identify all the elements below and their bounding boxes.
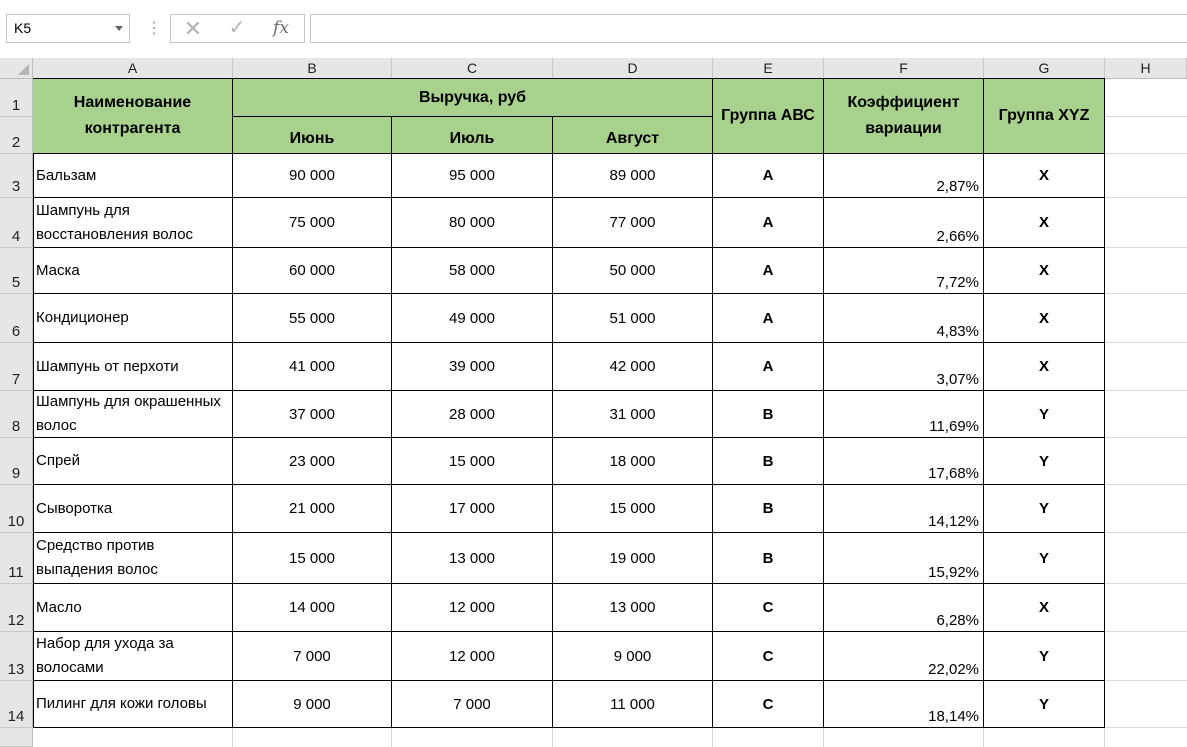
cell-variation-text: 22,02% <box>928 661 979 678</box>
cell-name[interactable] <box>33 198 233 248</box>
close-icon[interactable]: ✕ <box>183 16 203 41</box>
cell-july[interactable] <box>392 485 553 533</box>
cell-abc-group-text: C <box>762 647 774 665</box>
cell-name[interactable] <box>33 632 233 681</box>
cell-variation-text: 6,28% <box>936 612 979 629</box>
cell-xyz-group[interactable] <box>984 391 1105 438</box>
row-header-9[interactable] <box>0 438 33 485</box>
row-header-8-text: 8 <box>11 418 21 435</box>
cell-xyz-group[interactable] <box>984 485 1105 533</box>
cell-june-text: 23 000 <box>289 452 335 470</box>
column-header-e-text: E <box>763 60 773 76</box>
cell-august[interactable] <box>553 438 713 485</box>
cell-august[interactable] <box>553 294 713 343</box>
cell-july-text: 17 000 <box>449 500 495 517</box>
row-header-10[interactable] <box>0 485 33 533</box>
cell-august[interactable] <box>553 485 713 533</box>
cell-july-text: 13 000 <box>449 549 495 567</box>
cell-july-text: 28 000 <box>449 405 495 423</box>
cell-abc-group-text: B <box>762 452 774 470</box>
header-abc-cell-text: Группа АВС <box>721 107 815 124</box>
cell-name-text: Маска <box>36 261 80 279</box>
column-header-g-text: G <box>1038 60 1050 76</box>
cell-xyz-group-text: Y <box>1038 500 1049 517</box>
cell-xyz-group-text: X <box>1038 599 1049 616</box>
worksheet-grid[interactable] <box>0 58 1187 747</box>
cell-xyz-group[interactable] <box>984 438 1105 485</box>
cell-august[interactable] <box>553 584 713 632</box>
header-august-cell-text: Август <box>605 130 660 147</box>
cell-xyz-group[interactable] <box>984 294 1105 343</box>
cell-june[interactable] <box>233 198 392 248</box>
cell-variation-text: 18,14% <box>928 708 979 725</box>
row-header-5-text: 5 <box>11 274 21 291</box>
cell-june[interactable] <box>233 154 392 198</box>
cell-xyz-group-text: Y <box>1038 647 1049 665</box>
cell-june[interactable] <box>233 681 392 728</box>
function-label: fx <box>273 18 289 38</box>
header-name-cell[interactable] <box>33 79 233 154</box>
cell-xyz-group-text: Y <box>1038 452 1049 470</box>
cell-variation[interactable] <box>824 681 984 728</box>
cell-august-text: 18 000 <box>609 452 656 470</box>
cell-july-text: 39 000 <box>449 358 495 375</box>
select-all-button[interactable] <box>0 58 33 79</box>
row-header-1[interactable] <box>0 79 33 117</box>
header-june-cell[interactable] <box>233 117 392 154</box>
check-icon[interactable]: ✓ <box>228 17 246 39</box>
row-header-7-text: 7 <box>11 371 21 388</box>
cell-name[interactable] <box>33 391 233 438</box>
cell-july[interactable] <box>392 198 553 248</box>
cell-august[interactable] <box>553 533 713 584</box>
cell-xyz-group-text: X <box>1038 214 1049 231</box>
column-header-a-text: A <box>127 60 138 76</box>
cell-name[interactable] <box>33 533 233 584</box>
column-header-f-text: F <box>899 60 908 76</box>
cell-abc-group[interactable] <box>713 391 824 438</box>
column-header-a[interactable] <box>33 58 233 79</box>
cell-june[interactable] <box>233 485 392 533</box>
cell-xyz-group[interactable] <box>984 584 1105 632</box>
row-header-2-text: 2 <box>11 134 21 151</box>
row-header-12[interactable] <box>0 584 33 632</box>
cell-variation-text: 11,69% <box>929 418 979 435</box>
cell-july-text: 49 000 <box>449 309 495 327</box>
cell-variation[interactable] <box>824 198 984 248</box>
row-header-14[interactable] <box>0 681 33 728</box>
cell-variation[interactable] <box>824 584 984 632</box>
cell-variation-text: 2,66% <box>936 228 979 245</box>
cell-name-text: Шампунь от перхоти <box>36 357 179 375</box>
cell-xyz-group[interactable] <box>984 248 1105 294</box>
column-header-h[interactable] <box>1105 58 1187 79</box>
cell-july-text: 12 000 <box>449 647 495 665</box>
cell-variation[interactable] <box>824 343 984 391</box>
row-header-8[interactable] <box>0 391 33 438</box>
cell-xyz-group[interactable] <box>984 533 1105 584</box>
cell-name[interactable] <box>33 154 233 198</box>
cell-abc-group[interactable] <box>713 154 824 198</box>
cell-name[interactable] <box>33 681 233 728</box>
cell-august-text: 42 000 <box>609 358 656 375</box>
cell-abc-group-text: A <box>762 358 774 375</box>
cell-july-text: 58 000 <box>449 262 495 279</box>
column-header-d-text: D <box>627 60 638 76</box>
cell-variation-text: 7,72% <box>936 274 979 291</box>
cell-june[interactable] <box>233 391 392 438</box>
cell-variation-text: 4,83% <box>936 323 979 340</box>
cell-name-text: Масло <box>36 598 82 616</box>
cell-august-text: 19 000 <box>609 549 656 567</box>
cell-august-text: 31 000 <box>609 405 656 423</box>
name-box-value: K5 <box>14 20 32 36</box>
cell-name-text: Шампунь для окрашенных волос <box>36 393 221 434</box>
cell-abc-group-text: A <box>762 309 774 327</box>
column-header-b-text: B <box>307 60 317 76</box>
cell-june[interactable] <box>233 438 392 485</box>
cell-july[interactable] <box>392 681 553 728</box>
header-cv-cell-text: Коэффициент вариации <box>847 94 960 137</box>
column-header-f[interactable] <box>824 58 984 79</box>
cell-abc-group-text: C <box>762 695 774 713</box>
cell-name-text: Кондиционер <box>36 309 129 326</box>
cell-abc-group[interactable] <box>713 584 824 632</box>
cell-august[interactable] <box>553 343 713 391</box>
cell-july[interactable] <box>392 438 553 485</box>
cell-abc-group[interactable] <box>713 248 824 294</box>
cell-august-text: 11 000 <box>610 695 655 713</box>
cell-variation[interactable] <box>824 533 984 584</box>
cell-abc-group[interactable] <box>713 198 824 248</box>
cell-abc-group-text: A <box>762 167 774 184</box>
row-header-10-text: 10 <box>7 513 25 530</box>
cell-xyz-group[interactable] <box>984 154 1105 198</box>
cell-june[interactable] <box>233 294 392 343</box>
header-cv-cell[interactable] <box>824 79 984 154</box>
cell-august-text: 13 000 <box>609 599 656 616</box>
row-header-13[interactable] <box>0 632 33 681</box>
cell-august[interactable] <box>553 391 713 438</box>
header-revenue-cell[interactable] <box>233 79 713 117</box>
cell-variation[interactable] <box>824 438 984 485</box>
cell-august-text: 89 000 <box>609 167 656 184</box>
cell-july-text: 80 000 <box>449 214 495 231</box>
row-header-9-text: 9 <box>11 465 21 482</box>
header-june-cell-text: Июнь <box>289 130 335 147</box>
cell-july[interactable] <box>392 632 553 681</box>
column-header-h-text: H <box>1140 60 1151 76</box>
cell-august[interactable] <box>553 632 713 681</box>
column-header-e[interactable] <box>713 58 824 79</box>
chevron-down-icon[interactable] <box>115 26 123 31</box>
cell-name[interactable] <box>33 584 233 632</box>
cell-xyz-group-text: Y <box>1038 405 1049 423</box>
cell-xyz-group-text: X <box>1038 262 1049 279</box>
cell-august[interactable] <box>553 154 713 198</box>
cell-abc-group[interactable] <box>713 294 824 343</box>
column-header-c[interactable] <box>392 58 553 79</box>
cell-xyz-group-text: Y <box>1038 695 1049 713</box>
header-name-cell-text: Наименование контрагента <box>73 94 192 137</box>
cell-abc-group-text: B <box>762 549 774 567</box>
row-header-5[interactable] <box>0 248 33 294</box>
cell-xyz-group[interactable] <box>984 681 1105 728</box>
cell-june[interactable] <box>233 343 392 391</box>
formula-bar <box>0 0 1187 60</box>
cell-abc-group-text: C <box>762 599 774 616</box>
cell-variation-text: 2,87% <box>936 178 979 195</box>
cell-abc-group-text: B <box>762 500 774 517</box>
cell-variation[interactable] <box>824 391 984 438</box>
cell-name-text: Средство против выпадения волос <box>36 537 158 578</box>
header-july-cell[interactable] <box>392 117 553 154</box>
cell-june-text: 15 000 <box>289 549 335 567</box>
cell-variation[interactable] <box>824 248 984 294</box>
cell-abc-group[interactable] <box>713 533 824 584</box>
cell-july-text: 12 000 <box>449 599 495 616</box>
cell-august[interactable] <box>553 681 713 728</box>
cell-august[interactable] <box>553 248 713 294</box>
cell-july[interactable] <box>392 154 553 198</box>
column-header-g[interactable] <box>984 58 1105 79</box>
cell-july[interactable] <box>392 391 553 438</box>
cell-xyz-group[interactable] <box>984 198 1105 248</box>
cell-june-text: 7 000 <box>293 647 331 665</box>
formula-buttons <box>170 14 305 43</box>
cell-name-text: Набор для ухода за волосами <box>36 635 174 676</box>
cell-abc-group[interactable] <box>713 681 824 728</box>
cell-august[interactable] <box>553 198 713 248</box>
cell-variation[interactable] <box>824 632 984 681</box>
cell-xyz-group-text: X <box>1038 358 1049 375</box>
row-header-6-text: 6 <box>11 323 21 340</box>
drag-handle-icon[interactable]: ⋮ <box>146 20 162 37</box>
row-header-13-text: 13 <box>7 661 25 678</box>
cell-name-text: Сыворотка <box>36 499 113 517</box>
column-header-c-text: C <box>466 60 478 76</box>
cell-june-text: 55 000 <box>289 309 335 327</box>
cell-abc-group[interactable] <box>713 438 824 485</box>
cell-august-text: 9 000 <box>613 647 652 665</box>
cell-abc-group-text: A <box>762 214 774 231</box>
row-header-blank[interactable] <box>0 728 33 747</box>
cell-xyz-group[interactable] <box>984 632 1105 681</box>
cell-name[interactable] <box>33 438 233 485</box>
cell-variation[interactable] <box>824 294 984 343</box>
cell-name[interactable] <box>33 485 233 533</box>
row-header-11-text: 11 <box>8 564 24 581</box>
cell-june-text: 90 000 <box>289 167 335 184</box>
row-header-4-text: 4 <box>11 228 21 245</box>
cell-august-text: 77 000 <box>609 214 656 231</box>
cell-june-text: 9 000 <box>293 695 331 713</box>
cell-july[interactable] <box>392 533 553 584</box>
row-header-6[interactable] <box>0 294 33 343</box>
cell-july-text: 95 000 <box>449 167 495 184</box>
cell-xyz-group-text: Y <box>1038 549 1049 567</box>
cell-june-text: 41 000 <box>289 358 335 375</box>
cell-name-text: Шампунь для восстановления волос <box>36 201 194 243</box>
header-august-cell[interactable] <box>553 117 713 154</box>
cell-abc-group-text: A <box>762 262 774 279</box>
cell-june[interactable] <box>233 632 392 681</box>
row-header-2[interactable] <box>0 117 33 154</box>
cell-abc-group-text: B <box>762 405 774 423</box>
cell-july-text: 15 000 <box>449 452 495 470</box>
cell-july[interactable] <box>392 248 553 294</box>
cell-august-text: 15 000 <box>609 500 656 517</box>
cell-variation[interactable] <box>824 485 984 533</box>
cell-variation-text: 17,68% <box>928 465 979 482</box>
formula-input[interactable] <box>310 14 1187 43</box>
cell-xyz-group-text: X <box>1038 167 1049 184</box>
cell-name-text: Бальзам <box>36 166 97 184</box>
name-box[interactable] <box>6 14 130 43</box>
cell-variation[interactable] <box>824 154 984 198</box>
cell-abc-group[interactable] <box>713 485 824 533</box>
row-header-14-text: 14 <box>7 708 25 725</box>
cell-abc-group[interactable] <box>713 632 824 681</box>
row-header-7[interactable] <box>0 343 33 391</box>
header-xyz-cell[interactable] <box>984 79 1105 154</box>
column-header-d[interactable] <box>553 58 713 79</box>
cell-name[interactable] <box>33 248 233 294</box>
cell-july[interactable] <box>392 584 553 632</box>
insert-function-button[interactable] <box>261 15 301 42</box>
row-header-11[interactable] <box>0 533 33 584</box>
cell-name-text: Пилинг для кожи головы <box>36 695 207 712</box>
cell-august-text: 51 000 <box>609 309 656 327</box>
header-july-cell-text: Июль <box>449 130 495 147</box>
row-header-3-text: 3 <box>11 178 21 195</box>
header-revenue-cell-text: Выручка, руб <box>418 88 527 106</box>
row-header-3[interactable] <box>0 154 33 198</box>
header-abc-cell[interactable] <box>713 79 824 154</box>
cell-june[interactable] <box>233 248 392 294</box>
cell-variation-text: 14,12% <box>928 513 979 530</box>
cell-name[interactable] <box>33 294 233 343</box>
cell-name[interactable] <box>33 343 233 391</box>
column-header-b[interactable] <box>233 58 392 79</box>
cell-variation-text: 3,07% <box>936 371 979 388</box>
cell-june-text: 37 000 <box>289 405 335 423</box>
cell-june-text: 21 000 <box>289 500 335 517</box>
cell-july[interactable] <box>392 294 553 343</box>
cell-june-text: 60 000 <box>289 262 335 279</box>
cell-june[interactable] <box>233 533 392 584</box>
cell-name-text: Спрей <box>36 452 81 469</box>
cell-june[interactable] <box>233 584 392 632</box>
cell-june-text: 14 000 <box>289 599 335 616</box>
cell-abc-group[interactable] <box>713 343 824 391</box>
cell-august-text: 50 000 <box>609 262 656 279</box>
cell-xyz-group-text: X <box>1038 309 1049 327</box>
cell-variation-text: 15,92% <box>928 564 979 581</box>
cell-xyz-group[interactable] <box>984 343 1105 391</box>
row-header-4[interactable] <box>0 198 33 248</box>
row-header-12-text: 12 <box>7 612 25 629</box>
cell-july[interactable] <box>392 343 553 391</box>
cell-june-text: 75 000 <box>289 214 335 231</box>
header-xyz-cell-text: Группа XYZ <box>998 107 1090 124</box>
row-header-1-text: 1 <box>11 97 21 114</box>
cell-july-text: 7 000 <box>453 695 491 713</box>
